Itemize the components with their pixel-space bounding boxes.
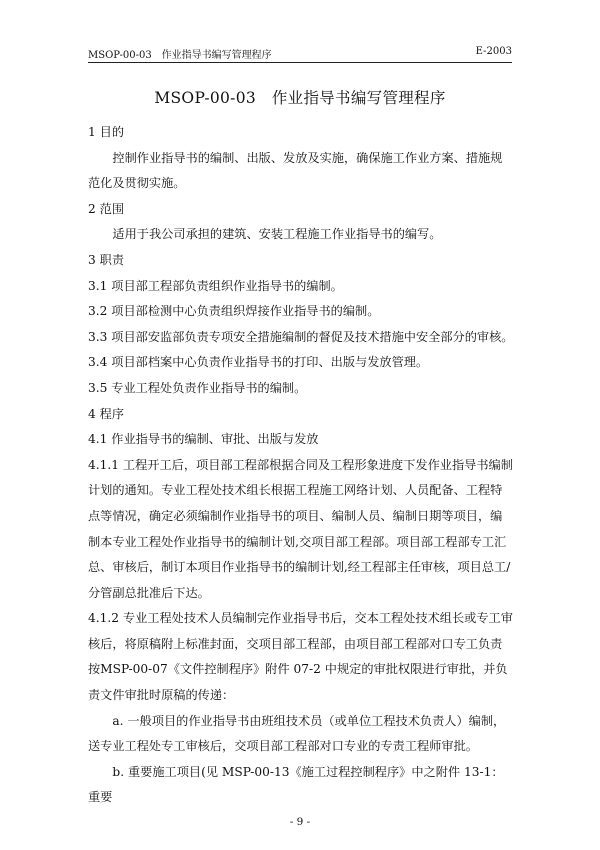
paragraph-3-4: 3.4 项目部档案中心负责作业指导书的打印、出版与发放管理。 [88, 355, 429, 370]
paragraph-purpose: 控制作业指导书的编制、出版、发放及实施，确保施工作业方案、措施规范化及贯彻实施。 [88, 150, 503, 191]
paragraph-4-1-2: 4.1.2 专业工程处技术人员编制完作业指导书后，交本工程处技术组长或专工审核后，将原稿附上标准封面，交项目部工程部，由项目部工程部对口专工负责按MSP-00-07《文件控制程序》附件 07-2 中规定的审批权限进行审批，并负责文件审批时原稿的传递： [88, 611, 513, 703]
page-header [88, 44, 512, 63]
paragraph-3-3: 3.3 项目部安监部负责专项安全措施编制的督促及技术措施中安全部分的审核。 [88, 329, 514, 344]
document-body [88, 120, 514, 811]
document-title: MSOP-00-03 作业指导书编写管理程序 [154, 89, 446, 107]
header-edition: E-2003 [475, 46, 512, 57]
paragraph-3-1: 3.1 项目部工程部负责组织作业指导书的编制。 [88, 278, 343, 293]
page-number: - 9 - [289, 816, 311, 828]
header-doc-title: MSOP-00-03 作业指导书编写管理程序 [88, 50, 272, 61]
paragraph-scope: 适用于我公司承担的建筑、安装工程施工作业指导书的编写。 [112, 227, 442, 242]
list-item-b: b. 重要施工项目(见 MSP-00-13《施工过程控制程序》中之附件 13-1：重要 [88, 764, 504, 805]
section-heading-procedure: 4 程序 [88, 406, 125, 421]
section-heading-duties: 3 职责 [88, 252, 125, 267]
paragraph-3-5: 3.5 专业工程处负责作业指导书的编制。 [88, 380, 307, 395]
paragraph-3-2: 3.2 项目部检测中心负责组织焊接作业指导书的编制。 [88, 304, 380, 319]
paragraph-4-1: 4.1 作业指导书的编制、审批、出版与发放 [88, 432, 319, 447]
section-heading-purpose: 1 目的 [88, 125, 125, 139]
section-heading-scope: 2 范围 [88, 201, 125, 216]
paragraph-4-1-1: 4.1.1 工程开工后，项目部工程部根据合同及工程形象进度下发作业指导书编制计划的通知。专业工程处技术组长根据工程施工网络计划、人员配备、工程特点等情况，确定必须编制作业指导书的项目、编制人员、编制日期等项目，编制本专业工程处作业指导书的编制计划,交项目部工程部。项目部工程部专工汇总、审核后，制订本项目作业指导书的编制计划,经工程部主任审核，项目总工/分管副总批准后下达。 [88, 457, 513, 600]
list-item-a: a. 一般项目的作业指导书由班组技术员（或单位工程技术负责人）编制，送专业工程处专工审核后，交项目部工程部对口专业的专责工程师审批。 [88, 713, 506, 754]
